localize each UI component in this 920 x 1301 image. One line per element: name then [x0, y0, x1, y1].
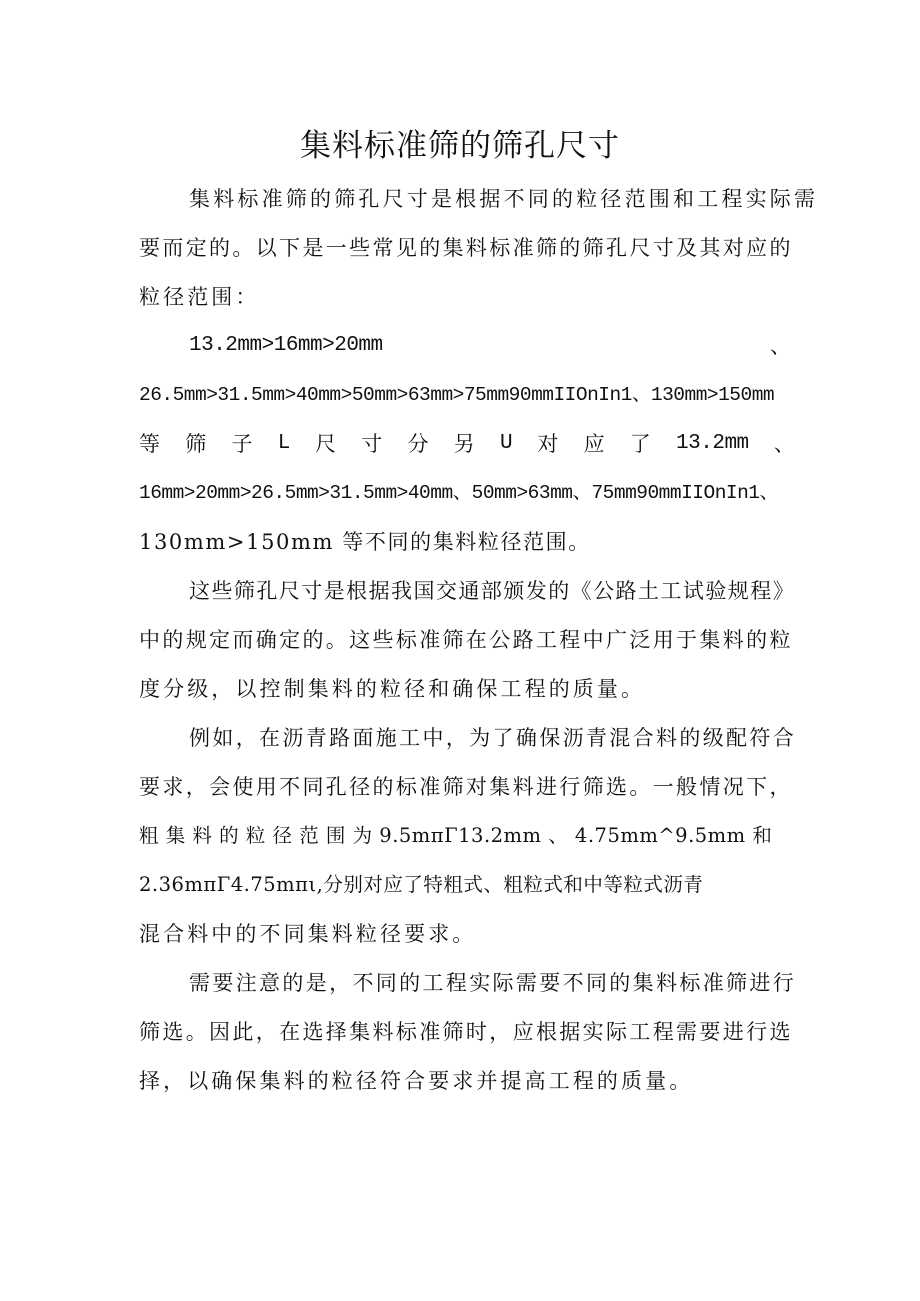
- paragraph-4-line-5: 混合料中的不同集料粒径要求。: [139, 922, 477, 946]
- paragraph-4-line-1: 例如，在沥青路面施工中，为了确保沥青混合料的级配符合: [189, 726, 797, 750]
- text-run: 寸: [361, 432, 383, 456]
- text-run: L: [277, 432, 290, 455]
- paragraph-2-line-4: 16mm>20mm>26.5mm>31.5mm>40mm、50mm>63mm、75mm90mmIIOnIn1、: [139, 482, 779, 504]
- paragraph-1-line-1: [189, 175, 819, 223]
- text-run: U: [499, 432, 513, 455]
- text-run: 等: [139, 432, 160, 456]
- document-title: 集料标准筛的筛孔尺寸: [300, 128, 620, 164]
- paragraph-2-line-3: [139, 420, 795, 468]
- paragraph-3-line-3: 度分级，以控制集料的粒径和确保工程的质量。: [139, 677, 646, 701]
- text-run: 应: [583, 432, 605, 456]
- paragraph-1-line-2: 要而定的。以下是一些常见的集料标准筛的筛孔尺寸及其对应的: [139, 236, 793, 260]
- text-run: 筛: [185, 432, 207, 456]
- text-run: 另: [453, 432, 475, 456]
- paragraph-3-line-2: 中的规定而确定的。这些标准筛在公路工程中广泛用于集料的粒: [139, 628, 793, 652]
- text-run: 尺: [315, 432, 337, 456]
- paragraph-4-line-2: 要求，会使用不同孔径的标准筛对集料进行筛选。一般情况下，: [139, 775, 793, 799]
- text-run: 集料标准筛的筛孔尺寸是根据不同的粒径范围和工程实际需: [189, 187, 819, 211]
- paragraph-5-line-1: 需要注意的是，不同的工程实际需要不同的集料标准筛进行: [189, 971, 797, 995]
- paragraph-1-line-3: 粒径范围：: [139, 285, 260, 309]
- text-run: 对: [537, 432, 559, 456]
- paragraph-2-line-1-separator: 、: [770, 334, 791, 358]
- paragraph-4-line-4: 2.36mπΓ4.75mπι,分别对应了特粗式、粗粒式和中等粒式沥青: [139, 873, 704, 896]
- text-run: 了: [629, 432, 651, 456]
- paragraph-4-line-3: 粗 集 料 的 粒 径 范 围 为 9.5mπΓ13.2mm 、 4.75mm^9.5mm 和: [139, 824, 773, 847]
- paragraph-2-line-2: 26.5mm>31.5mm>40mm>50mm>63mm>75mm90mmIIOnIn1、130mm>150mm: [139, 384, 775, 406]
- text-run: 分: [407, 432, 429, 456]
- paragraph-3-line-1: 这些筛孔尺寸是根据我国交通部颁发的《公路土工试验规程》: [189, 579, 796, 603]
- text-run: 、: [773, 432, 795, 456]
- text-run: 子: [231, 432, 253, 456]
- paragraph-2-line-5: 130mm>150mm 等不同的集料粒径范围。: [139, 530, 591, 554]
- text-run: 13.2mm: [676, 432, 749, 455]
- paragraph-2-line-1: 13.2mm>16mm>20mm: [189, 334, 383, 357]
- paragraph-5-line-3: 择，以确保集料的粒径符合要求并提高工程的质量。: [139, 1069, 694, 1093]
- paragraph-5-line-2: 筛选。因此，在选择集料标准筛时，应根据实际工程需要进行选: [139, 1020, 793, 1044]
